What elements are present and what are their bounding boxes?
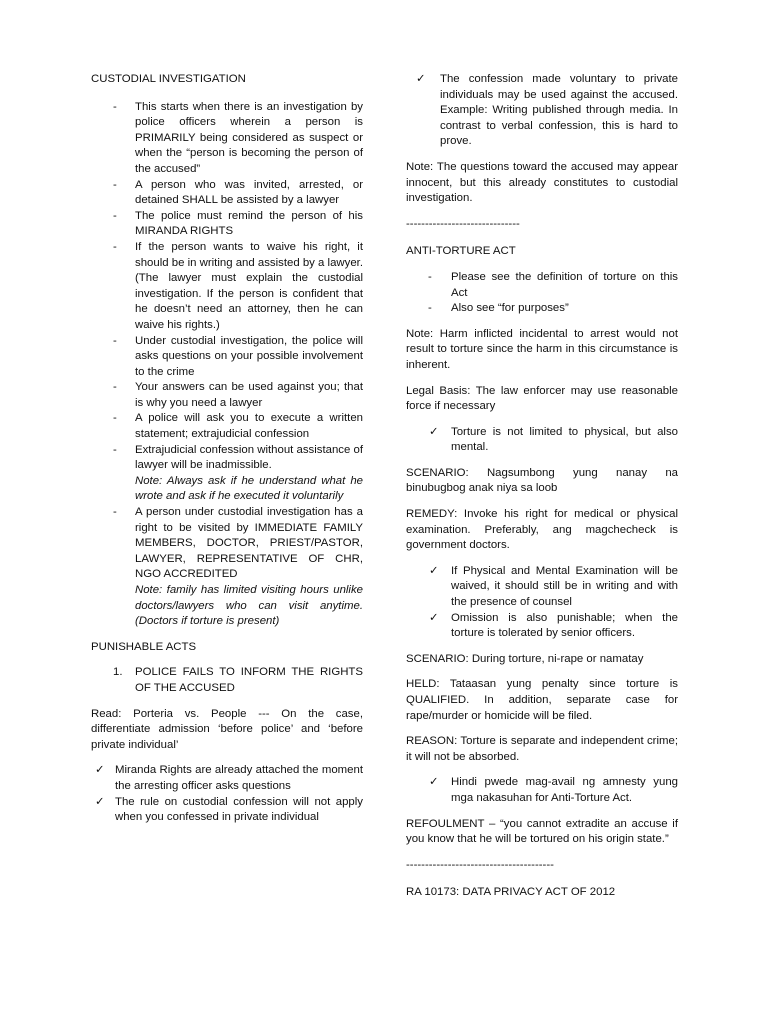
list-item: ✓ Hindi pwede mag-avail ng amnesty yung mga nakasuhan for Anti-Torture Act. <box>429 776 678 804</box>
list-item: ✓ Miranda Rights are already attached the moment the arresting officer asks questions <box>95 764 363 792</box>
dash-marker: - <box>113 178 117 191</box>
amnesty-check-list <box>406 775 678 806</box>
list-item: ✓ Torture is not limited to physical, but also mental. <box>429 425 678 454</box>
dash-marker: - <box>113 334 117 347</box>
examination-check-list <box>406 564 678 642</box>
list-item: ✓ If Physical and Mental Examination will be waived, it should still be in writing and with the presence of counsel <box>429 564 678 609</box>
torture-check-list <box>406 425 678 456</box>
note-questions: Note: The questions toward the accused may appear innocent, but this already constitutes to custodial investigation. <box>406 160 678 205</box>
list-item: ✓ Omission is also punishable; when the torture is tolerated by senior officers. <box>429 611 678 640</box>
dash-marker: - <box>428 270 432 283</box>
list-item: - A person who was invited, arrested, or detained SHALL be assisted by a lawyer <box>113 178 363 207</box>
list-item: - Under custodial investigation, the police will asks questions on your possible involvement to the crime <box>113 334 363 378</box>
dash-marker: - <box>113 506 117 519</box>
custodial-bullet-list <box>91 100 363 630</box>
list-item: - Please see the definition of torture on this Act <box>428 270 678 299</box>
check-marker: ✓ <box>429 425 439 438</box>
section-title-custodial: CUSTODIAL INVESTIGATION <box>91 73 246 85</box>
list-item: ✓ The confession made voluntary to private individuals may be used against the accused. Example: Writing published through media. In contrast to verbal confession, this is hard to prove. <box>416 73 678 148</box>
list-item: - Extrajudicial confession without assistance of lawyer will be inadmissible. Note: Always ask if he understand what he wrote and ask if he executed it voluntarily <box>91 443 363 505</box>
list-item: - Your answers can be used against you; that is why you need a lawyer <box>113 381 363 409</box>
list-item: - This starts when there is an investigation by police officers wherein a person is PRIMARILY being considered as suspect or when the “person is becoming the person of the accused” <box>113 100 363 175</box>
punishable-numbered-list <box>91 665 363 696</box>
check-marker: ✓ <box>95 764 105 777</box>
right-column <box>406 72 678 901</box>
check-marker: ✓ <box>416 73 426 85</box>
check-marker: ✓ <box>429 776 439 789</box>
dash-marker: - <box>113 240 117 253</box>
separator-line: ------------------------------ <box>406 217 520 230</box>
scenario-one-text: SCENARIO: Nagsumbong yung nanay na binubugbog anak niya sa loob <box>406 466 678 495</box>
list-item: - A police will ask you to execute a written statement; extrajudicial confession <box>113 412 363 441</box>
dash-marker: - <box>113 443 117 456</box>
dash-marker: - <box>113 412 117 425</box>
read-porteria-text: Read: Porteria vs. People --- On the case, differentiate admission ‘before police’ and ‘before private individual’ <box>91 707 363 751</box>
miranda-check-list <box>71 763 363 825</box>
scenario-two-text: SCENARIO: During torture, ni-rape or namatay <box>406 652 644 665</box>
check-marker: ✓ <box>95 795 105 808</box>
number-marker: 1. <box>113 666 123 679</box>
section-title-punishable: PUNISHABLE ACTS <box>91 640 197 653</box>
reason-text: REASON: Torture is separate and independent crime; it will not be absorbed. <box>406 735 678 763</box>
refoulment-text: REFOULMENT – “you cannot extradite an accuse if you know that he will be tortured on his origin state.” <box>406 817 678 846</box>
list-item: 1. POLICE FAILS TO INFORM THE RIGHTS OF THE ACCUSED <box>113 666 363 694</box>
list-item: - The police must remind the person of his MIRANDA RIGHTS <box>113 209 363 238</box>
check-marker: ✓ <box>429 611 439 624</box>
list-item: - If the person wants to waive his right, it should be in writing and assisted by a lawyer. (The lawyer must explain the custodial investigation. If the person is confident that he doesn’t need an attorney, then he can waive his rights.) <box>113 240 363 331</box>
remedy-text: REMEDY: Invoke his right for medical or physical examination. Preferably, ang magchecheck is government doctors. <box>406 508 678 552</box>
list-item: - A person under custodial investigation has a right to be visited by IMMEDIATE FAMILY MEMBERS, DOCTOR, PRIEST/PASTOR, LAWYER, REPRESENTATIVE OF CHR, NGO ACCREDITED Note: family has limited visiting hours unlike doctors/lawyers who can visit anytime. (Doctors if torture is present) <box>91 505 363 630</box>
dash-marker: - <box>113 381 117 394</box>
anti-torture-bullet-list <box>406 270 678 317</box>
dash-marker: - <box>428 302 432 315</box>
left-column <box>91 72 363 826</box>
dash-marker: - <box>113 100 117 113</box>
list-item: ✓ The rule on custodial confession will not apply when you confessed in private individual <box>95 795 363 824</box>
note-family-visiting: Note: family has limited visiting hours unlike doctors/lawyers who can visit anytime. (Doctors if torture is present) <box>135 584 363 628</box>
separator-line: --------------------------------------- <box>406 858 554 871</box>
note-harm: Note: Harm inflicted incidental to arrest would not result to torture since the harm in this circumstance is inherent. <box>406 327 678 371</box>
list-item: - Also see “for purposes” <box>406 301 678 317</box>
legal-basis-text: Legal Basis: The law enforcer may use reasonable force if necessary <box>406 384 678 413</box>
section-title-anti-torture: ANTI-TORTURE ACT <box>406 245 516 258</box>
check-marker: ✓ <box>429 564 439 577</box>
confession-check-list <box>412 72 678 150</box>
held-text: HELD: Tataasan yung penalty since torture is QUALIFIED. In addition, separate case for rape/murder or homicide will be filed. <box>406 678 678 722</box>
dash-marker: - <box>113 209 117 222</box>
note-always-ask: Note: Always ask if he understand what he wrote and ask if he executed it voluntarily <box>135 474 363 503</box>
section-title-data-privacy: RA 10173: DATA PRIVACY ACT OF 2012 <box>406 886 616 899</box>
